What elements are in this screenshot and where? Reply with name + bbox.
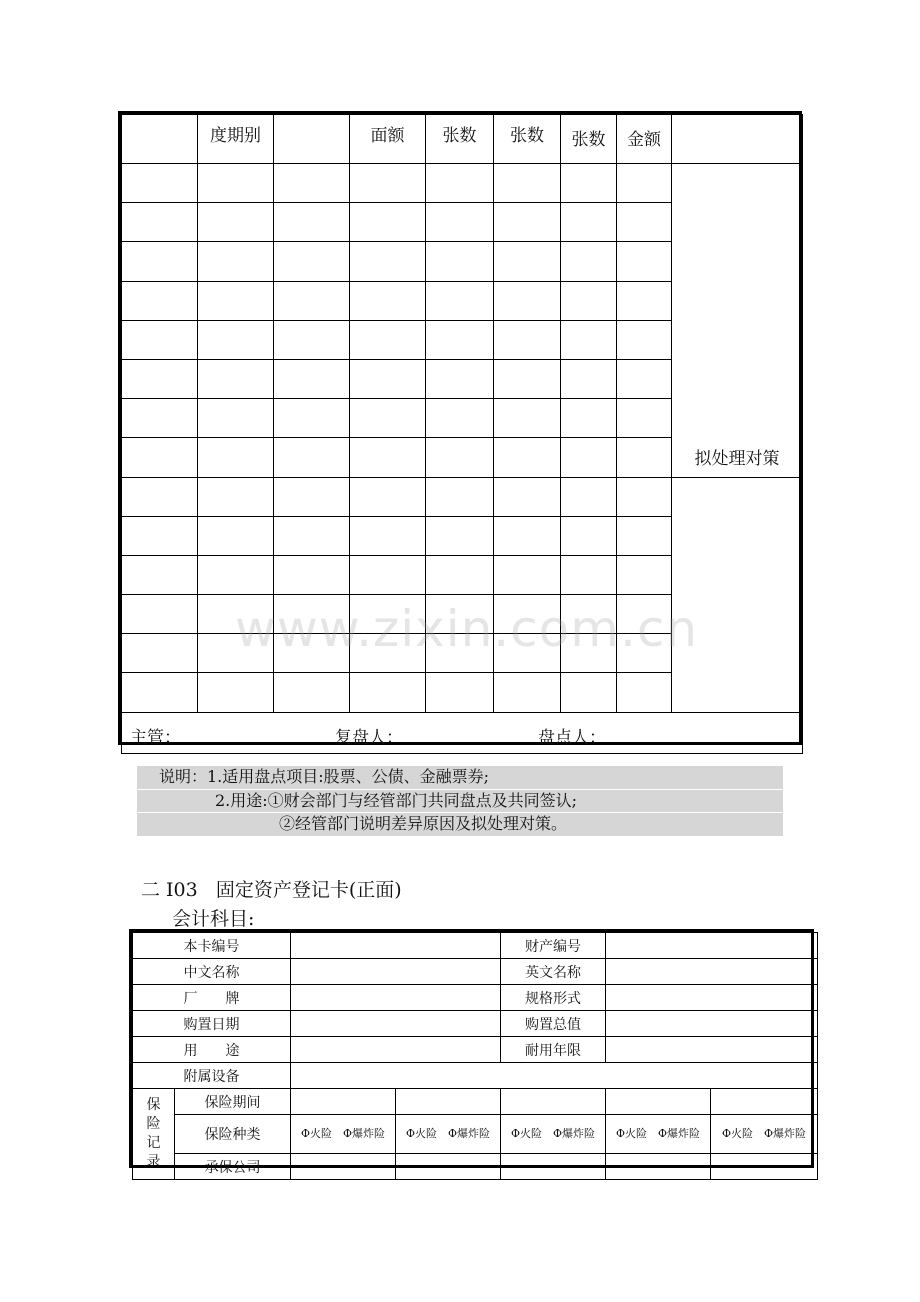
table-cell bbox=[198, 595, 274, 634]
table-cell bbox=[617, 242, 672, 281]
table-cell bbox=[426, 673, 494, 712]
insurer-cell bbox=[606, 1154, 711, 1180]
english-name-label: 英文名称 bbox=[501, 959, 606, 985]
account-subject-label: 会计科目: bbox=[172, 908, 255, 930]
table-cell bbox=[561, 477, 617, 516]
insurer-cell bbox=[291, 1154, 396, 1180]
supervisor-label: 主管： bbox=[130, 727, 181, 748]
table-cell bbox=[494, 281, 561, 320]
table-cell bbox=[561, 359, 617, 398]
header-cell-amount: 金额 bbox=[617, 115, 672, 164]
table-header-row bbox=[122, 115, 803, 164]
insurance-type-label: 保险种类 bbox=[175, 1115, 291, 1154]
table-row bbox=[133, 1089, 818, 1115]
table-cell bbox=[617, 673, 672, 712]
table-cell bbox=[426, 281, 494, 320]
table-cell bbox=[274, 281, 350, 320]
insurance-type-option: Φ火险 Φ爆炸险 bbox=[291, 1115, 396, 1154]
table-cell bbox=[350, 673, 426, 712]
table-cell bbox=[274, 477, 350, 516]
table-row bbox=[133, 1011, 818, 1037]
table-row bbox=[133, 933, 818, 959]
table-cell bbox=[426, 399, 494, 438]
table-cell bbox=[122, 516, 198, 555]
table-cell bbox=[561, 595, 617, 634]
table-cell bbox=[426, 438, 494, 477]
table-cell bbox=[426, 555, 494, 594]
header-cell bbox=[672, 115, 803, 164]
insurer-cell bbox=[711, 1154, 818, 1180]
table-cell bbox=[198, 477, 274, 516]
notes-block bbox=[137, 766, 783, 837]
table-cell bbox=[122, 438, 198, 477]
counter-label: 盘点人： bbox=[538, 727, 606, 748]
table-cell bbox=[350, 164, 426, 203]
chinese-name-label: 中文名称 bbox=[133, 959, 291, 985]
insurer-cell bbox=[396, 1154, 501, 1180]
table-row bbox=[133, 959, 818, 985]
table-cell bbox=[122, 595, 198, 634]
table-cell bbox=[122, 477, 198, 516]
header-cell-face-value: 面额 bbox=[350, 115, 426, 164]
purchase-date-label: 购置日期 bbox=[133, 1011, 291, 1037]
table-cell bbox=[494, 555, 561, 594]
table-cell bbox=[198, 242, 274, 281]
table-cell bbox=[198, 438, 274, 477]
table-cell bbox=[494, 399, 561, 438]
fixed-asset-card-table bbox=[129, 929, 814, 1176]
accessory-value bbox=[291, 1063, 818, 1089]
note-line: 说明：1.适用盘点项目:股票、公债、金融票券; bbox=[137, 766, 783, 789]
header-cell-count: 张数 bbox=[494, 115, 561, 164]
insurance-type-option: Φ火险 Φ爆炸险 bbox=[711, 1115, 818, 1154]
table-cell bbox=[426, 359, 494, 398]
table-cell bbox=[122, 203, 198, 242]
table-cell bbox=[426, 164, 494, 203]
table-cell bbox=[350, 399, 426, 438]
table-cell bbox=[274, 634, 350, 673]
usage-label: 用 途 bbox=[133, 1037, 291, 1063]
table-cell bbox=[494, 516, 561, 555]
table-cell bbox=[426, 477, 494, 516]
table-cell bbox=[274, 516, 350, 555]
insurer-cell bbox=[501, 1154, 606, 1180]
table-cell bbox=[350, 359, 426, 398]
table-cell bbox=[274, 359, 350, 398]
table-cell bbox=[274, 203, 350, 242]
table-cell bbox=[350, 281, 426, 320]
table-cell bbox=[426, 242, 494, 281]
table-cell bbox=[122, 673, 198, 712]
card-number-label: 本卡编号 bbox=[133, 933, 291, 959]
insurance-period-cell bbox=[711, 1089, 818, 1115]
table-cell bbox=[494, 477, 561, 516]
table-cell bbox=[561, 281, 617, 320]
table-cell bbox=[561, 203, 617, 242]
insurance-record-label: 保 险 记 录 bbox=[133, 1089, 175, 1180]
table-cell bbox=[198, 281, 274, 320]
header-cell-period: 度期别 bbox=[198, 115, 274, 164]
header-cell bbox=[274, 115, 350, 164]
table-cell bbox=[274, 164, 350, 203]
insurance-type-option: Φ火险 Φ爆炸险 bbox=[396, 1115, 501, 1154]
table-cell bbox=[350, 595, 426, 634]
table-cell bbox=[561, 555, 617, 594]
table-row bbox=[133, 1115, 818, 1154]
table-cell bbox=[350, 555, 426, 594]
table-cell bbox=[274, 555, 350, 594]
signature-row bbox=[122, 712, 803, 753]
spec-label: 规格形式 bbox=[501, 985, 606, 1011]
insurer-label: 承保公司 bbox=[175, 1154, 291, 1180]
table-cell bbox=[350, 438, 426, 477]
insurance-type-option: Φ火险 Φ爆炸险 bbox=[501, 1115, 606, 1154]
table-cell bbox=[561, 164, 617, 203]
header-cell-count: 张数 bbox=[561, 115, 617, 164]
note-line: 2.用途:①财会部门与经管部门共同盘点及共同签认; bbox=[137, 790, 783, 813]
table-cell bbox=[426, 634, 494, 673]
table-cell bbox=[494, 203, 561, 242]
service-life-label: 耐用年限 bbox=[501, 1037, 606, 1063]
table-cell bbox=[274, 673, 350, 712]
table-cell bbox=[561, 438, 617, 477]
table-cell bbox=[122, 359, 198, 398]
property-number-value bbox=[606, 933, 818, 959]
table-cell bbox=[617, 516, 672, 555]
purchase-total-value bbox=[606, 1011, 818, 1037]
table-cell bbox=[426, 203, 494, 242]
table-cell bbox=[617, 477, 672, 516]
table-cell bbox=[561, 242, 617, 281]
table-cell bbox=[122, 281, 198, 320]
header-cell-count: 张数 bbox=[426, 115, 494, 164]
note-line: ②经管部门说明差异原因及拟处理对策。 bbox=[137, 813, 783, 836]
table-cell bbox=[426, 516, 494, 555]
table-cell bbox=[617, 164, 672, 203]
table-cell bbox=[494, 242, 561, 281]
table-row bbox=[133, 1063, 818, 1089]
table-cell bbox=[198, 203, 274, 242]
table-cell bbox=[122, 555, 198, 594]
spec-value bbox=[606, 985, 818, 1011]
card-number-value bbox=[291, 933, 501, 959]
inventory-count-table bbox=[118, 111, 802, 748]
table-row bbox=[122, 477, 803, 516]
table-row bbox=[122, 164, 803, 203]
table-cell bbox=[494, 359, 561, 398]
table-cell bbox=[617, 634, 672, 673]
accessory-label: 附属设备 bbox=[133, 1063, 291, 1089]
table-row bbox=[133, 1037, 818, 1063]
table-cell bbox=[617, 281, 672, 320]
table-cell bbox=[494, 438, 561, 477]
table-cell bbox=[617, 203, 672, 242]
table-cell bbox=[617, 438, 672, 477]
table-cell bbox=[617, 595, 672, 634]
service-life-value bbox=[606, 1037, 818, 1063]
table-cell bbox=[350, 516, 426, 555]
chinese-name-value bbox=[291, 959, 501, 985]
brand-value bbox=[291, 985, 501, 1011]
insurance-type-option: Φ火险 Φ爆炸险 bbox=[606, 1115, 711, 1154]
table-cell bbox=[494, 164, 561, 203]
table-cell bbox=[122, 320, 198, 359]
header-cell bbox=[122, 115, 198, 164]
table-cell bbox=[617, 320, 672, 359]
table-cell bbox=[122, 399, 198, 438]
table-cell bbox=[494, 673, 561, 712]
table-cell bbox=[426, 595, 494, 634]
english-name-value bbox=[606, 959, 818, 985]
table-cell bbox=[494, 595, 561, 634]
table-cell bbox=[122, 634, 198, 673]
table-cell bbox=[617, 555, 672, 594]
table-cell bbox=[198, 673, 274, 712]
watermark: www.zixin.com.cn bbox=[235, 600, 699, 658]
brand-label: 厂 牌 bbox=[133, 985, 291, 1011]
table-cell bbox=[198, 164, 274, 203]
usage-value bbox=[291, 1037, 501, 1063]
table-cell bbox=[198, 359, 274, 398]
table-cell bbox=[494, 320, 561, 359]
purchase-total-label: 购置总值 bbox=[501, 1011, 606, 1037]
table-cell bbox=[561, 673, 617, 712]
table-cell bbox=[198, 320, 274, 359]
table-cell bbox=[426, 320, 494, 359]
section-title: 二 I03 固定资产登记卡(正面) bbox=[141, 879, 402, 901]
table-cell bbox=[350, 242, 426, 281]
table-cell bbox=[561, 516, 617, 555]
table-cell bbox=[122, 164, 198, 203]
table-cell bbox=[198, 555, 274, 594]
table-cell bbox=[494, 634, 561, 673]
table-cell bbox=[198, 399, 274, 438]
table-row bbox=[133, 985, 818, 1011]
table-cell bbox=[274, 320, 350, 359]
table-cell bbox=[198, 516, 274, 555]
insurance-period-label: 保险期间 bbox=[175, 1089, 291, 1115]
table-cell bbox=[350, 203, 426, 242]
table-cell bbox=[561, 399, 617, 438]
table-cell bbox=[274, 242, 350, 281]
insurance-period-cell bbox=[501, 1089, 606, 1115]
proposed-action-cell bbox=[672, 477, 803, 712]
insurance-period-cell bbox=[396, 1089, 501, 1115]
table-cell bbox=[561, 634, 617, 673]
insurance-period-cell bbox=[291, 1089, 396, 1115]
table-cell bbox=[350, 320, 426, 359]
table-cell bbox=[274, 438, 350, 477]
table-cell bbox=[561, 320, 617, 359]
insurance-period-cell bbox=[606, 1089, 711, 1115]
table-cell bbox=[617, 359, 672, 398]
reviewer-label: 复盘人： bbox=[335, 727, 403, 748]
table-row bbox=[133, 1154, 818, 1180]
table-cell bbox=[198, 634, 274, 673]
table-cell bbox=[122, 242, 198, 281]
table-cell bbox=[274, 595, 350, 634]
table-cell bbox=[274, 399, 350, 438]
table-cell bbox=[617, 399, 672, 438]
table-cell bbox=[350, 477, 426, 516]
table-cell bbox=[350, 634, 426, 673]
proposed-action-label: 拟处理对策 bbox=[672, 164, 803, 478]
property-number-label: 财产编号 bbox=[501, 933, 606, 959]
purchase-date-value bbox=[291, 1011, 501, 1037]
